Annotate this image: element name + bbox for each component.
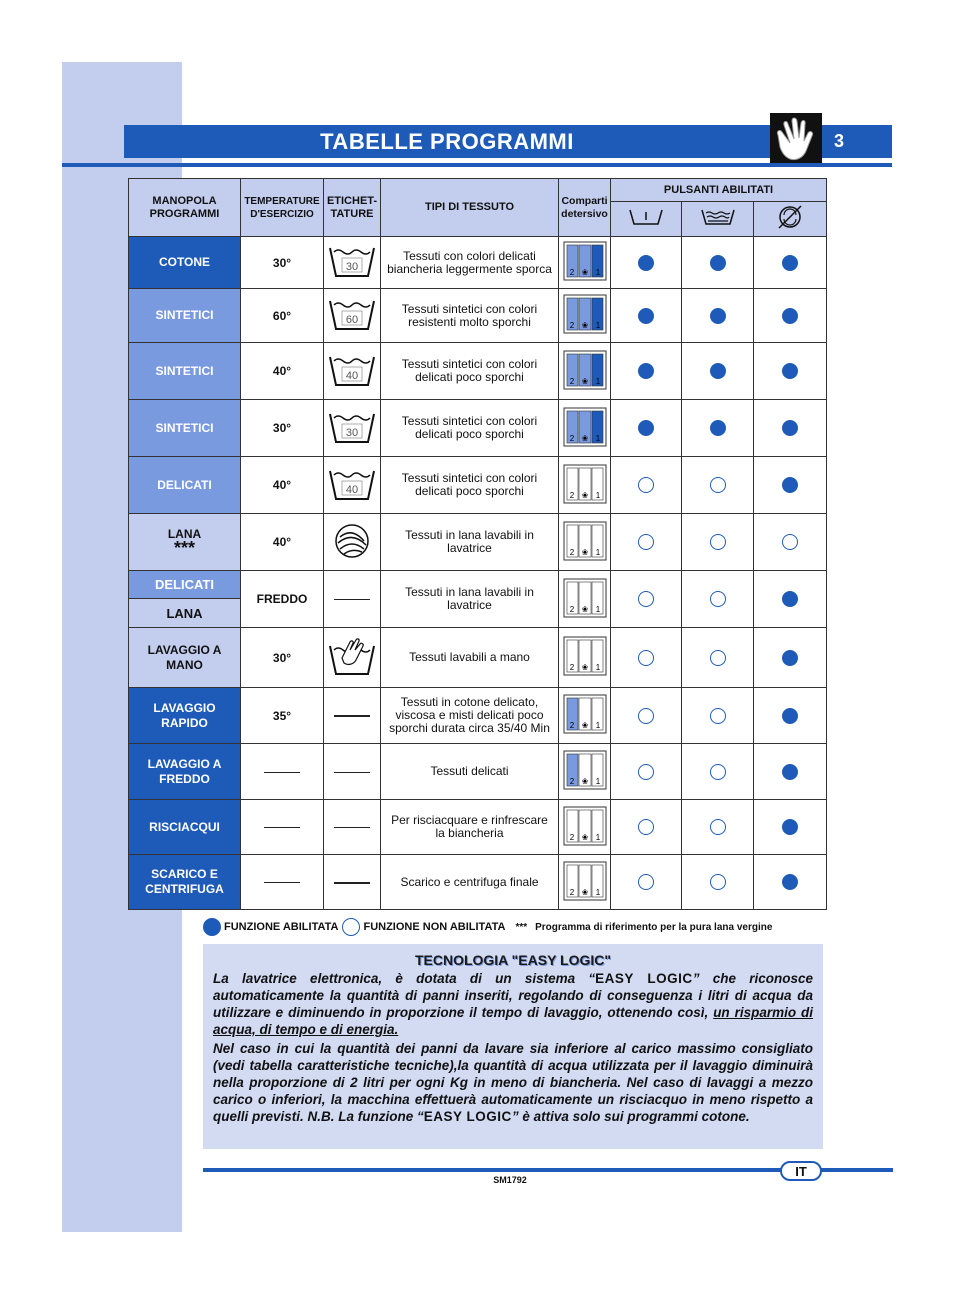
svg-text:2: 2: [569, 433, 574, 443]
dot-icon: [638, 819, 654, 835]
no-label-dash: [324, 744, 381, 800]
washtub-icon: [324, 289, 381, 343]
program-temp-dash: [241, 800, 324, 855]
svg-text:1: 1: [595, 376, 600, 386]
fabric-desc: Tessuti sintetici con colori delicati poco sporchi: [381, 400, 559, 457]
program-temp: 35°: [241, 688, 324, 744]
dot-icon: [710, 708, 726, 724]
title-bar: [124, 125, 770, 158]
fabric-desc: Per risciacquare e rinfrescare la biancheria: [381, 800, 559, 855]
wash-temp-label: 40: [345, 369, 359, 382]
detergent-drawer-icon: [559, 628, 611, 688]
fabric-desc: Tessuti con colori delicati biancheria leggermente sporca: [381, 237, 559, 289]
button-no-spin-cell: [754, 514, 827, 571]
detergent-drawer-icon: [559, 457, 611, 514]
detergent-drawer-icon: [559, 744, 611, 800]
svg-text:❀: ❀: [581, 604, 588, 614]
dot-icon: [638, 591, 654, 607]
dot-icon: [710, 534, 726, 550]
detergent-drawer-icon: [559, 855, 611, 910]
p1-start: La lavatrice elettronica, è dotata di un sistema “: [213, 971, 596, 986]
svg-text:1: 1: [595, 604, 600, 614]
svg-text:2: 2: [569, 832, 574, 842]
header-temperature: TEMPERATURE D'ESERCIZIO: [241, 179, 324, 237]
svg-text:1: 1: [595, 321, 600, 330]
language-badge: IT: [780, 1161, 822, 1181]
button-no-spin-cell: [754, 744, 827, 800]
program-name: SINTETICI: [129, 343, 241, 400]
program-temp: FREDDO: [241, 571, 324, 628]
svg-text:1: 1: [595, 490, 600, 500]
program-name: LAVAGGIO RAPIDO: [129, 688, 241, 744]
svg-text:❀: ❀: [581, 268, 588, 277]
table-row: [129, 744, 827, 800]
svg-text:❀: ❀: [581, 490, 588, 500]
legend-on-label: FUNZIONE ABILITATA: [224, 921, 339, 933]
hand-icon: [770, 113, 822, 165]
button-no-spin-cell: [754, 571, 827, 628]
header-programmi: MANOPOLA PROGRAMMI: [129, 179, 241, 237]
svg-text:2: 2: [569, 321, 574, 330]
button-rinse-hold-cell: [682, 571, 754, 628]
button-rinse-hold-cell: [682, 400, 754, 457]
program-temp: 40°: [241, 343, 324, 400]
program-name: SCARICO E CENTRIFUGA: [129, 855, 241, 910]
table-row: [129, 514, 827, 571]
dot-icon: [782, 363, 798, 379]
washtub-icon: [324, 343, 381, 400]
dot-icon: [638, 764, 654, 780]
header-tessuto: TIPI DI TESSUTO: [381, 179, 559, 237]
document-code: SM1792: [493, 1175, 527, 1185]
dot-icon: [638, 534, 654, 550]
program-temp-dash: [241, 855, 324, 910]
dot-icon: [782, 708, 798, 724]
program-name: [129, 514, 241, 571]
easy-logic-paragraph-2: [203, 1038, 823, 1125]
easy-logic-title: TECNOLOGIA "EASY LOGIC": [414, 952, 612, 968]
dot-icon: [782, 477, 798, 493]
button-prewash-cell: [611, 744, 682, 800]
dot-icon: [710, 819, 726, 835]
button-rinse-hold-cell: [682, 457, 754, 514]
button-rinse-hold-cell: [682, 628, 754, 688]
easy-logic-paragraph-1: [203, 968, 823, 1038]
table-row: [129, 688, 827, 744]
wash-temp-label: 60: [345, 314, 359, 326]
button-no-spin-cell: [754, 457, 827, 514]
dot-icon: [782, 650, 798, 666]
fabric-desc: Tessuti sintetici con colori resistenti molto sporchi: [381, 289, 559, 343]
p2-start: Nel caso in cui la quantità dei panni da lavare sia inferiore al carico massimo consigliato (vedi tabella caratteristiche tecniche),la quantità di acqua utilizzata per il lavaggio diminuirà nella proporzione di 2 litri per ogni Kg in meno di biancheria. Nel caso di lavaggi a mezzo carico o inferiori, la macchina effettuerà automaticamente un risciacquo in meno rispetto a quelli previsti. N.B. La funzione “: [213, 1041, 813, 1124]
title-rule: [62, 163, 892, 167]
svg-text:1: 1: [595, 887, 600, 897]
dot-icon: [782, 255, 798, 271]
dot-icon: [782, 308, 798, 324]
header-comparti: Comparti detersivo: [559, 179, 611, 237]
dot-icon: [782, 420, 798, 436]
button-prewash-cell: [611, 289, 682, 343]
dot-icon: [710, 874, 726, 890]
program-temp: 30°: [241, 400, 324, 457]
dot-icon: [638, 255, 654, 271]
wash-temp-label: 30: [345, 261, 359, 273]
legend-note: Programma di riferimento per la pura lana vergine: [535, 921, 773, 933]
table-row: [129, 400, 827, 457]
button-no-spin-cell: [754, 800, 827, 855]
dot-icon: [638, 420, 654, 436]
no-label-dash: [324, 855, 381, 910]
p1-middle: ” che riconosce automaticamente la quantità di panni inseriti, regolando di conseguenza i litri di acqua da utilizzare e diminuendo in proporzione il tempo di lavaggio, ottenendo così,: [213, 971, 813, 1020]
table-row: [129, 571, 827, 628]
program-temp: 40°: [241, 457, 324, 514]
program-name: COTONE: [129, 237, 241, 289]
detergent-drawer-icon: [559, 800, 611, 855]
program-name: SINTETICI: [129, 289, 241, 343]
program-name-lana: LANA: [129, 599, 240, 627]
program-temp: 30°: [241, 628, 324, 688]
table-row: [129, 457, 827, 514]
button-rinse-hold-cell: [682, 514, 754, 571]
dot-icon: [638, 363, 654, 379]
detergent-drawer-icon: [559, 571, 611, 628]
button-no-spin-cell: [754, 855, 827, 910]
svg-text:2: 2: [569, 777, 574, 786]
detergent-drawer-icon: [559, 343, 611, 400]
dot-icon: [710, 308, 726, 324]
button-no-spin-cell: [754, 237, 827, 289]
fabric-desc: Tessuti in cotone delicato, viscosa e misti delicati poco sporchi durata circa 35/40 Min: [381, 688, 559, 744]
dot-icon: [710, 591, 726, 607]
button-no-spin-cell: [754, 628, 827, 688]
dot-icon: [638, 708, 654, 724]
svg-text:2: 2: [569, 887, 574, 897]
dot-icon: [710, 420, 726, 436]
button-prewash-cell: [611, 628, 682, 688]
page-title: TABELLE PROGRAMMI: [320, 128, 574, 154]
fabric-desc: Tessuti sintetici con colori delicati poco sporchi: [381, 457, 559, 514]
svg-text:2: 2: [569, 721, 574, 730]
program-temp: 60°: [241, 289, 324, 343]
svg-text:❀: ❀: [581, 832, 588, 842]
table-row: [129, 800, 827, 855]
wash-temp-label: 40: [345, 483, 359, 496]
dot-icon: [782, 874, 798, 890]
dot-icon: [782, 591, 798, 607]
dot-icon: [782, 764, 798, 780]
button-rinse-hold-cell: [682, 688, 754, 744]
dot-icon: [710, 363, 726, 379]
button-no-spin-cell: [754, 343, 827, 400]
washtub-icon: [324, 237, 381, 289]
table-row: [129, 628, 827, 688]
fabric-desc: Tessuti lavabili a mano: [381, 628, 559, 688]
dot-icon: [782, 534, 798, 550]
button-prewash-cell: [611, 571, 682, 628]
table-row: [129, 237, 827, 289]
legend-off-dot-icon: [342, 918, 360, 936]
rinse-hold-icon: [682, 202, 754, 237]
program-name-delicati: DELICATI: [129, 571, 240, 599]
dot-icon: [638, 650, 654, 666]
svg-text:❀: ❀: [581, 663, 588, 672]
wool-icon: [324, 514, 381, 571]
dot-icon: [638, 308, 654, 324]
wash-temp-label: 30: [345, 426, 359, 439]
button-prewash-cell: [611, 400, 682, 457]
svg-text:2: 2: [569, 663, 574, 672]
button-prewash-cell: [611, 457, 682, 514]
header-etichettature: ETICHET- TATURE: [324, 179, 381, 237]
fabric-desc: Scarico e centrifuga finale: [381, 855, 559, 910]
button-rinse-hold-cell: [682, 855, 754, 910]
washtub-icon: [324, 457, 381, 514]
program-stars: ***: [173, 537, 195, 558]
legend-off-label: FUNZIONE NON ABILITATA: [363, 921, 506, 933]
legend-stars: ***: [515, 921, 528, 933]
detergent-drawer-icon: [559, 237, 611, 289]
button-prewash-cell: [611, 800, 682, 855]
program-name: [129, 571, 241, 628]
dot-icon: [638, 874, 654, 890]
button-prewash-cell: [611, 514, 682, 571]
p2-end: ” è attiva solo sui programmi cotone.: [511, 1109, 750, 1124]
easy-logic-term: EASY LOGIC: [595, 971, 693, 986]
program-name: LAVAGGIO A MANO: [129, 628, 241, 688]
table-row: [129, 343, 827, 400]
program-name: SINTETICI: [129, 400, 241, 457]
button-rinse-hold-cell: [682, 800, 754, 855]
svg-text:❀: ❀: [581, 721, 588, 730]
button-no-spin-cell: [754, 289, 827, 343]
svg-text:1: 1: [595, 832, 600, 842]
svg-text:1: 1: [595, 721, 600, 730]
svg-text:❀: ❀: [581, 887, 588, 897]
fabric-desc: Tessuti in lana lavabili in lavatrice: [381, 514, 559, 571]
no-label-dash: [324, 571, 381, 628]
dot-icon: [710, 255, 726, 271]
detergent-drawer-icon: [559, 400, 611, 457]
svg-text:1: 1: [595, 547, 600, 557]
header-pulsanti: PULSANTI ABILITATI: [611, 179, 827, 202]
button-rinse-hold-cell: [682, 744, 754, 800]
svg-text:2: 2: [569, 376, 574, 386]
no-label-dash: [324, 688, 381, 744]
svg-text:1: 1: [595, 268, 600, 277]
dot-icon: [638, 477, 654, 493]
page-number: 3: [822, 125, 892, 158]
svg-text:❀: ❀: [581, 777, 588, 786]
button-rinse-hold-cell: [682, 289, 754, 343]
programs-table: [128, 178, 827, 910]
fabric-desc: Tessuti in lana lavabili in lavatrice: [381, 571, 559, 628]
svg-text:❀: ❀: [581, 376, 588, 386]
program-temp-dash: [241, 744, 324, 800]
detergent-drawer-icon: [559, 514, 611, 571]
button-no-spin-cell: [754, 688, 827, 744]
fabric-desc: Tessuti delicati: [381, 744, 559, 800]
easy-logic-panel: [203, 944, 823, 1149]
button-prewash-cell: [611, 688, 682, 744]
svg-text:❀: ❀: [581, 321, 588, 330]
easy-logic-term: EASY LOGIC: [423, 1109, 512, 1124]
p1-underlined: un risparmio di acqua, di tempo e di energia.: [213, 1005, 814, 1037]
program-name-text: LANA: [167, 526, 202, 541]
detergent-drawer-icon: [559, 289, 611, 343]
no-spin-icon: [754, 202, 827, 237]
no-label-dash: [324, 800, 381, 855]
svg-text:2: 2: [569, 604, 574, 614]
prewash-icon: [611, 202, 682, 237]
button-rinse-hold-cell: [682, 343, 754, 400]
svg-text:❀: ❀: [581, 433, 588, 443]
program-temp: 30°: [241, 237, 324, 289]
button-prewash-cell: [611, 237, 682, 289]
table-row: [129, 289, 827, 343]
svg-text:2: 2: [569, 547, 574, 557]
table-row: [129, 855, 827, 910]
button-rinse-hold-cell: [682, 237, 754, 289]
dot-icon: [782, 819, 798, 835]
legend: [203, 917, 823, 937]
svg-text:1: 1: [595, 433, 600, 443]
button-no-spin-cell: [754, 400, 827, 457]
svg-text:2: 2: [569, 268, 574, 277]
detergent-drawer-icon: [559, 688, 611, 744]
dot-icon: [710, 650, 726, 666]
handwash-icon: [324, 628, 381, 688]
svg-text:2: 2: [569, 490, 574, 500]
svg-text:❀: ❀: [581, 547, 588, 557]
svg-text:1: 1: [595, 663, 600, 672]
button-prewash-cell: [611, 855, 682, 910]
dot-icon: [710, 477, 726, 493]
fabric-desc: Tessuti sintetici con colori delicati poco sporchi: [381, 343, 559, 400]
button-prewash-cell: [611, 343, 682, 400]
legend-on-dot-icon: [203, 918, 221, 936]
program-name: DELICATI: [129, 457, 241, 514]
washtub-icon: [324, 400, 381, 457]
program-name: LAVAGGIO A FREDDO: [129, 744, 241, 800]
dot-icon: [710, 764, 726, 780]
svg-text:1: 1: [595, 777, 600, 786]
program-temp: 40°: [241, 514, 324, 571]
program-name: RISCIACQUI: [129, 800, 241, 855]
